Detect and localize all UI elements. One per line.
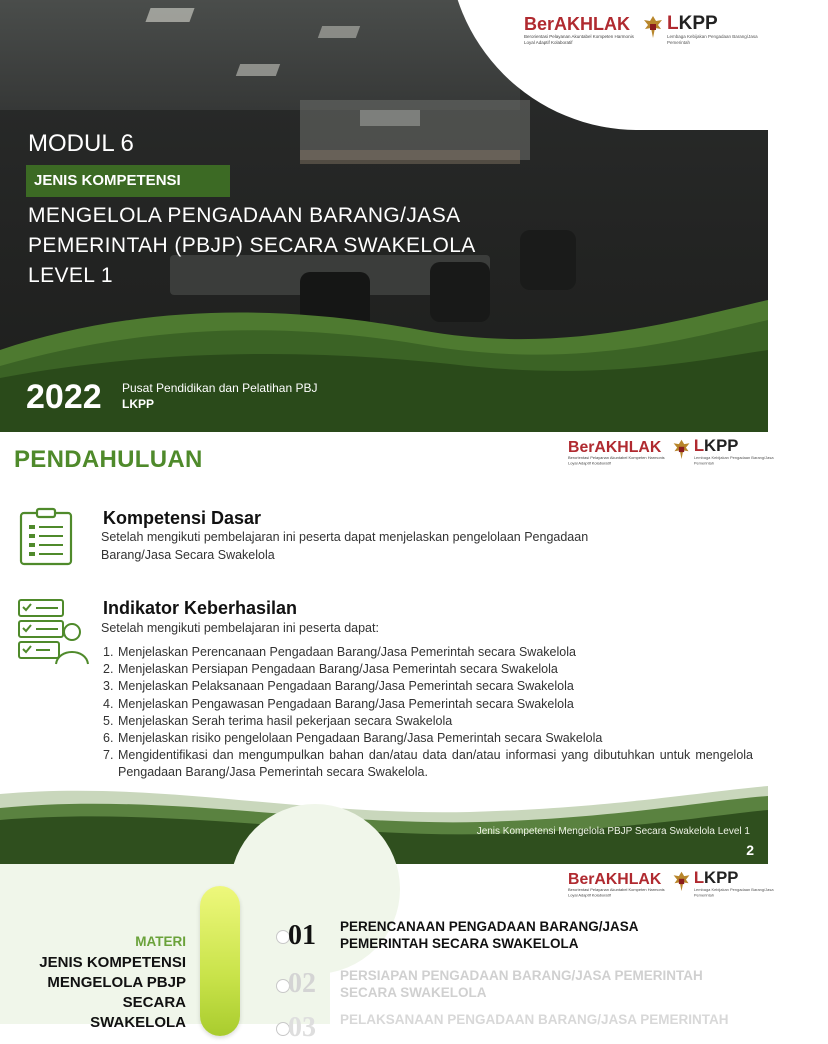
lkpp-logo [642,14,777,46]
lkpp-tagline: Lembaga Kebijakan Pengadaan Barang/Jasa Pemerintah [667,34,758,45]
garuda-icon [642,14,664,40]
kompetensi-line-1: Setelah mengikuti pembelajaran ini peserta dapat menjelaskan pengelolaan Pengadaan [101,530,589,544]
topic-number: 02 [288,968,316,999]
list-item: 4. Menjelaskan Pengawasan Pengadaan Barang/Jasa Pemerintah secara Swakelola [103,696,574,711]
materi-label: MATERI [135,934,186,949]
cover-title-line-2: PEMERINTAH (PBJP) SECARA SWAKELOLA [28,234,476,257]
checklist-person-icon [18,598,90,666]
kompetensi-line-2: Barang/Jasa Secara Swakelola [101,548,275,562]
clipboard-checklist-icon [19,508,73,566]
garuda-icon [672,870,691,893]
topic-title-line: PERSIAPAN PENGADAAN BARANG/JASA PEMERINTAH [340,968,703,983]
berakhlak-title: BerAKHLAK [568,870,662,888]
header-logos [568,870,791,898]
garuda-icon [672,438,691,461]
lkpp-logo [672,870,791,898]
wall-sign [360,110,420,126]
list-item: 5. Menjelaskan Serah terima hasil pekerjaan secara Swakelola [103,713,453,728]
topic-number: 01 [288,920,316,951]
cover-title-line-1: MENGELOLA PENGADAAN BARANG/JASA [28,204,461,227]
materi-title-line-3: SECARA [122,994,186,1011]
lkpp-title: LKPP [693,869,739,888]
competency-badge-label: JENIS KOMPETENSI [34,172,181,189]
office-light [236,64,280,76]
lkpp-tagline: Lembaga Kebijakan Pengadaan Barang/Jasa Pemerintah [693,887,774,898]
lkpp-tagline: Lembaga Kebijakan Pengadaan Barang/Jasa Pemerintah [693,455,774,466]
berakhlak-logo [568,870,665,898]
indikator-lead: Setelah mengikuti pembelajaran ini peserta dapat: [101,621,379,635]
topic-title-line: SECARA SWAKELOLA [340,985,487,1000]
berakhlak-tagline: Berorientasi Pelayanan Akuntabel Kompeten Harmonis Loyal Adaptif Kolaboratif [568,887,665,898]
office-chair [520,230,576,290]
cover-title-line-3: LEVEL 1 [28,264,113,287]
green-wave [0,290,768,432]
list-item: 6. Menjelaskan risiko pengelolaan Pengadaan Barang/Jasa Pemerintah secara Swakelola [103,731,603,746]
topic-number: 03 [288,1012,316,1043]
lkpp-title: LKPP [693,437,739,456]
kompetensi-title: Kompetensi Dasar [103,508,262,528]
list-item: 1. Menjelaskan Perencanaan Pengadaan Barang/Jasa Pemerintah secara Swakelola [103,645,576,659]
module-number: MODUL 6 [28,130,134,157]
materi-slide [0,864,774,1043]
berakhlak-tagline: Berorientasi Pelayanan Akuntabel Kompeten Harmonis Loyal Adaptif Kolaboratif [524,34,634,45]
header-logos [568,438,791,466]
cover-slide [0,0,768,432]
office-light [145,8,194,22]
berakhlak-logo [524,14,634,46]
footer-caption: Jenis Kompetensi Mengelola PBJP Secara Swakelola Level 1 [476,826,750,837]
page-number: 2 [746,842,754,858]
list-item: 3. Menjelaskan Pelaksanaan Pengadaan Barang/Jasa Pemerintah secara Swakelola [103,679,574,694]
materi-title-line-2: MENGELOLA PBJP [47,974,186,991]
berakhlak-tagline: Berorientasi Pelayanan Akuntabel Kompeten Harmonis Loyal Adaptif Kolaboratif [568,455,665,466]
progress-pill [200,886,240,1036]
berakhlak-title: BerAKHLAK [568,438,662,456]
header-logos [524,14,777,46]
list-item: 7. Mengidentifikasi dan mengumpulkan bahan dan/atau data dan/atau informasi yang dibutuhkan untuk mengelola Pengadaan Barang/Jasa Pemerintah secara Swakelola. [103,748,753,780]
org-name: Pusat Pendidikan dan Pelatihan PBJ [122,381,318,395]
berakhlak-logo [568,438,665,466]
materi-title-line-4: SWAKELOLA [90,1014,186,1031]
indikator-list [103,644,753,782]
intro-slide [0,432,774,864]
topic-title-line: PEMERINTAH SECARA SWAKELOLA [340,936,579,951]
cover-year: 2022 [26,378,102,416]
indikator-title: Indikator Keberhasilan [103,598,298,618]
org-short: LKPP [122,397,155,411]
office-ceiling [0,0,520,110]
lkpp-logo [672,438,791,466]
berakhlak-title: BerAKHLAK [524,14,631,34]
lkpp-title: LKPP [667,13,718,34]
materi-title-line-1: JENIS KOMPETENSI [39,954,186,971]
topic-title-line: PERENCANAAN PENGADAAN BARANG/JASA [340,919,639,934]
office-shelf [300,150,520,164]
office-light [318,26,360,38]
intro-title: PENDAHULUAN [14,446,203,473]
list-item: 2. Menjelaskan Persiapan Pengadaan Barang/Jasa Pemerintah secara Swakelola [103,662,558,677]
topic-title-line: PELAKSANAAN PENGADAAN BARANG/JASA PEMERINTAH [340,1012,729,1027]
